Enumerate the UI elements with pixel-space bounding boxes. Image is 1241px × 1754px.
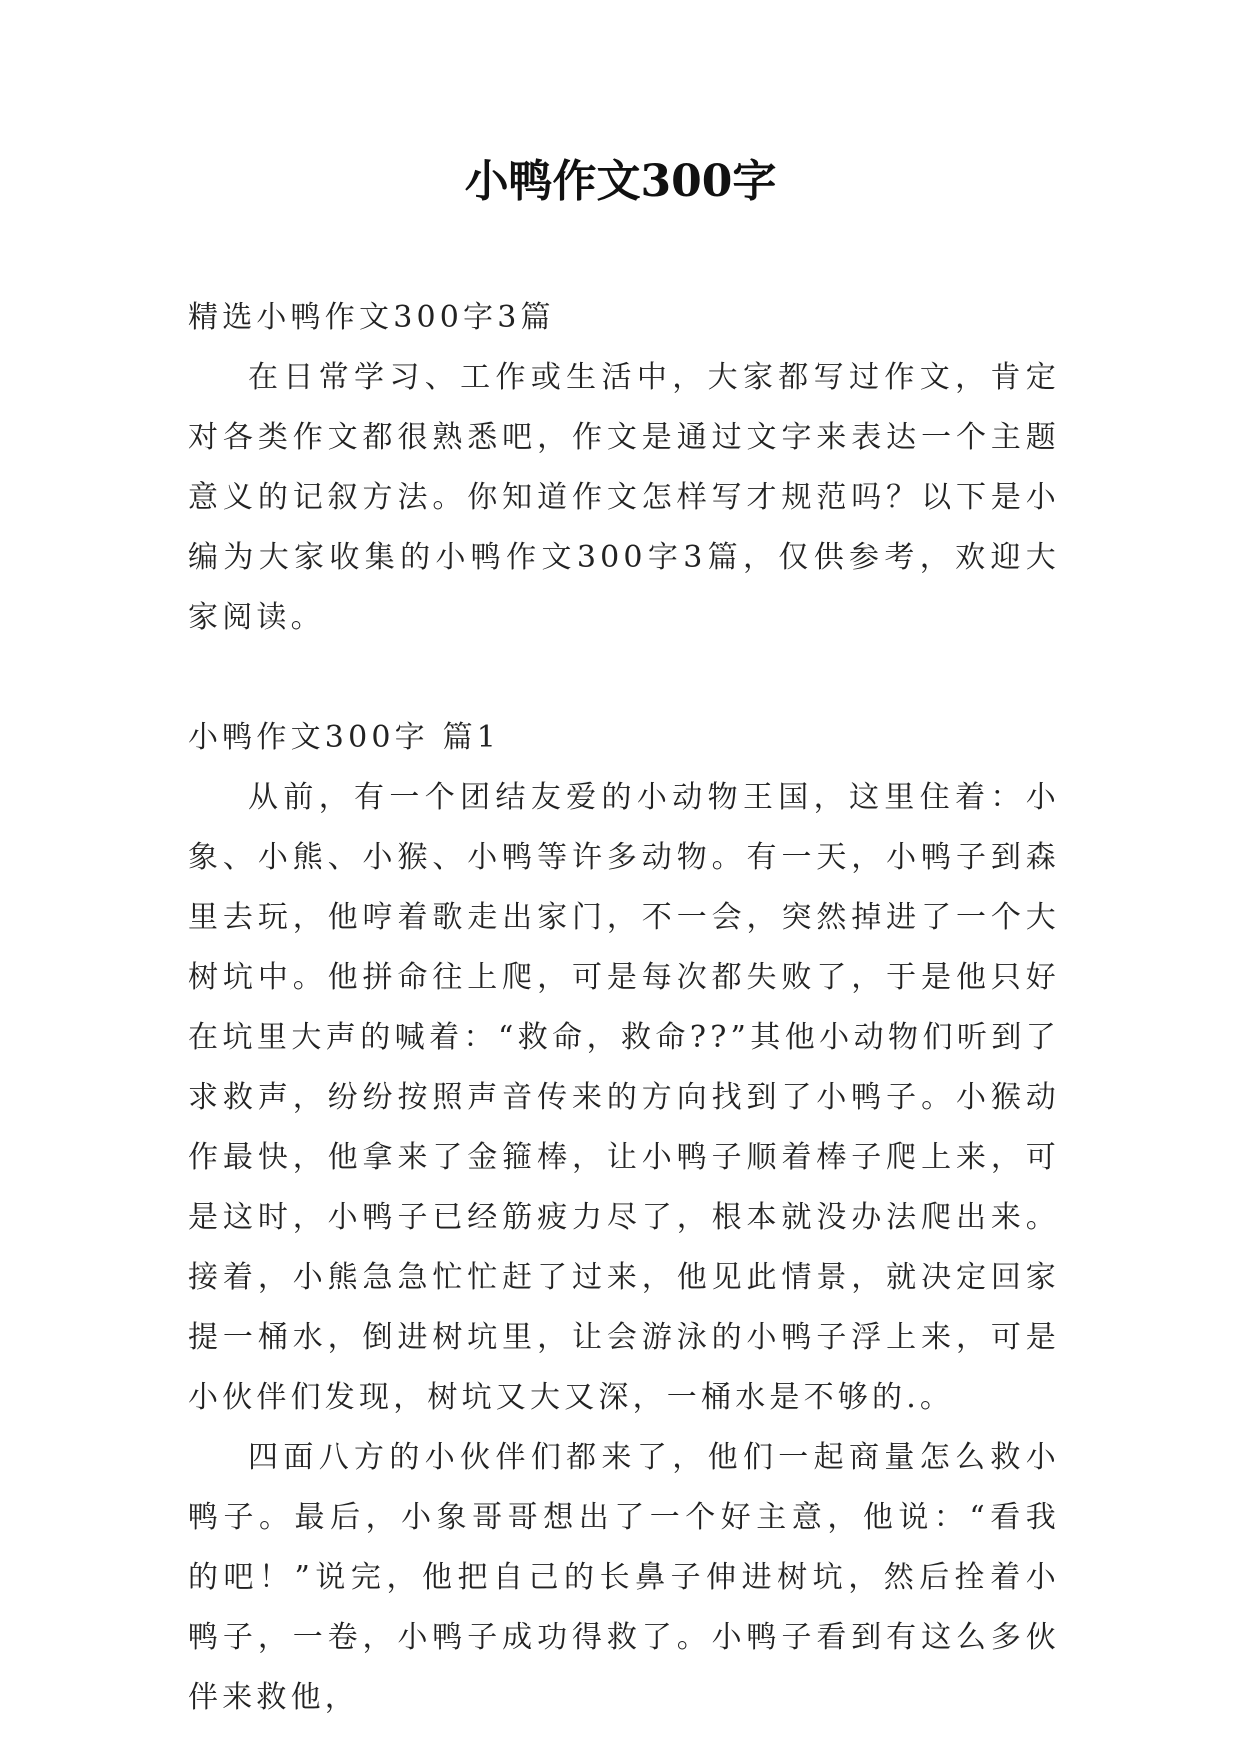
document-title: 小鸭作文300字: [464, 156, 777, 207]
story-paragraph: 四面八方的小伙伴们都来了，他们一起商量怎么救小鸭子。最后，小象哥哥想出了一个好主意，他说：“看我的吧！”说完，他把自己的长鼻子伸进树坑，然后拴着小鸭子，一卷，小鸭子成功得救了。小鸭子看到有这么多伙伴来救他，: [188, 1440, 1060, 1715]
document-body: [188, 288, 1060, 1728]
document-subtitle: 精选小鸭作文300字3篇: [188, 300, 555, 335]
section-heading: 小鸭作文300字 篇1: [188, 720, 501, 755]
section-spacer: [188, 648, 1060, 708]
story-paragraph: 从前，有一个团结友爱的小动物王国，这里住着：小象、小熊、小猴、小鸭等许多动物。有一天，小鸭子到森里去玩，他哼着歌走出家门，不一会，突然掉进了一个大树坑中。他拼命往上爬，可是每次都失败了，于是他只好在坑里大声的喊着：“救命，救命??”其他小动物们听到了求救声，纷纷按照声音传来的方向找到了小鸭子。小猴动作最快，他拿来了金箍棒，让小鸭子顺着棒子爬上来，可是这时，小鸭子已经筋疲力尽了，根本就没办法爬出来。接着，小熊急急忙忙赶了过来，他见此情景，就决定回家提一桶水，倒进树坑里，让会游泳的小鸭子浮上来，可是小伙伴们发现，树坑又大又深，一桶水是不够的.。: [188, 780, 1060, 1415]
intro-paragraph: 在日常学习、工作或生活中，大家都写过作文，肯定对各类作文都很熟悉吧，作文是通过文字来表达一个主题意义的记叙方法。你知道作文怎样写才规范吗？以下是小编为大家收集的小鸭作文300字3篇，仅供参考，欢迎大家阅读。: [188, 360, 1061, 635]
